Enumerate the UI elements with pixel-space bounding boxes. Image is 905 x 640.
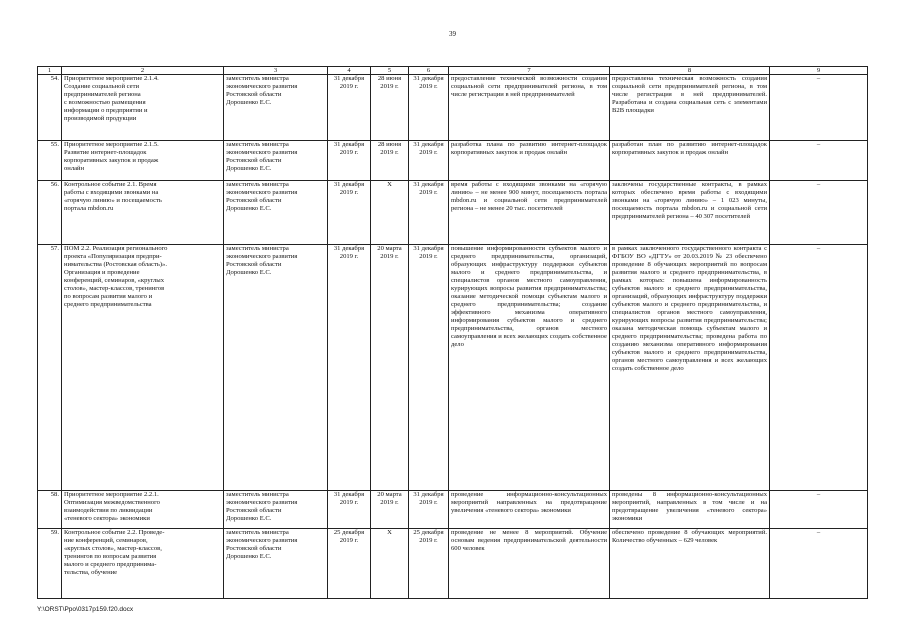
event-name-line: тренингов по вопросам развития: [64, 553, 157, 561]
row-number: 56.: [38, 181, 62, 245]
responsible-person-line: экономического развития: [226, 83, 298, 91]
responsible-person-line: заместитель министра: [226, 181, 289, 188]
row-number: 54.: [38, 75, 62, 141]
planned-date: 31 декабря 2019 г.: [328, 75, 371, 141]
responsible-person-line: заместитель министра: [226, 529, 289, 536]
responsible-person: [224, 181, 328, 245]
responsible-person-line: Дорошенко Е.С.: [226, 99, 272, 107]
row-number: 55.: [38, 141, 62, 181]
planned-date: 31 декабря 2019 г.: [328, 181, 371, 245]
expected-result: повышение информированности субъектов малого и среднего предпринимательства, организаций, образующих инфраструктуру поддержки субъектов малого и среднего предпринимательства, и специалистов органов местного самоуправления, курирующих вопросы развития предпринимательства; оказание методической помощи субъектам малого и среднего предпринимательства; создание эффективного механизма оперативного информирования субъектов малого и среднего предпринимательства, органов местного самоуправления и всех желающих создать собственное дело: [449, 245, 610, 491]
expected-result: проведение не менее 8 мероприятий. Обучение основам ведения предпринимательской деятельности 600 человек: [449, 529, 610, 599]
page-number: 39: [449, 30, 456, 38]
event-name-line: «горячую линию» и посещаемость: [64, 197, 162, 205]
column-header-6: 6: [409, 67, 449, 75]
end-date: 31 декабря 2019 г.: [409, 245, 449, 491]
event-name-line: по вопросам развития малого и: [64, 293, 153, 301]
note: –: [770, 75, 868, 141]
responsible-person-line: заместитель министра: [226, 141, 289, 148]
responsible-person-line: экономического развития: [226, 499, 298, 507]
column-header-9: 9: [770, 67, 868, 75]
row-number: 57.: [38, 245, 62, 491]
responsible-person-line: Ростовской области: [226, 545, 282, 553]
event-name: [62, 181, 224, 245]
column-header-4: 4: [328, 67, 371, 75]
event-name-line: портала mbdon.ru: [64, 205, 114, 213]
responsible-person-line: Дорошенко Е.С.: [226, 205, 272, 213]
event-name-line: предпринимателей региона: [64, 91, 141, 99]
table-row: [38, 245, 868, 491]
expected-result: время работы с входящими звонками на «горячую линию» – не менее 900 минут, посещаемость портала mbdon.ru и социальной сети предпринимателей региона – не менее 20 тыс. посетителей: [449, 181, 610, 245]
responsible-person-line: экономического развития: [226, 253, 298, 261]
footer-file-path: Y:\ORST\Ppo\0317p159.f20.docx: [37, 606, 134, 613]
report-table: [37, 66, 868, 599]
event-name-line: конференций, семинаров, «круглых: [64, 277, 165, 285]
start-date: Х: [371, 181, 409, 245]
event-name-line: корпоративных закупок и продаж: [64, 157, 159, 165]
column-header-5: 5: [371, 67, 409, 75]
event-name-line: Развитие интернет-площадок: [64, 149, 147, 157]
table-row: [38, 75, 868, 141]
end-date: 31 декабря 2019 г.: [409, 181, 449, 245]
event-name-line: производимой продукции: [64, 115, 137, 123]
note: –: [770, 181, 868, 245]
planned-date: 31 декабря 2019 г.: [328, 141, 371, 181]
event-name-line: нимательства (Ростовская область)».: [64, 261, 168, 269]
column-header-1: 1: [38, 67, 62, 75]
end-date: 31 декабря 2019 г.: [409, 141, 449, 181]
event-name-line: Приоритетное мероприятие 2.1.5.: [64, 141, 159, 148]
event-name-line: Приоритетное мероприятие 2.2.1.: [64, 491, 159, 498]
event-name-line: проекта «Популяризация предпри-: [64, 253, 162, 261]
event-name-line: Приоритетное мероприятие 2.1.4.: [64, 75, 159, 82]
event-name-line: среднего предпринимательства: [64, 301, 152, 309]
event-name-line: с возможностью размещения: [64, 99, 146, 107]
start-date: Х: [371, 529, 409, 599]
column-header-2: 2: [62, 67, 224, 75]
event-name-line: Организация и проведение: [64, 269, 140, 277]
event-name-line: информации о предприятии и: [64, 107, 148, 115]
event-name-line: онлайн: [64, 165, 85, 173]
planned-date: 31 декабря 2019 г.: [328, 491, 371, 529]
column-header-8: 8: [610, 67, 770, 75]
table-row: [38, 181, 868, 245]
responsible-person-line: экономического развития: [226, 189, 298, 197]
responsible-person-line: заместитель министра: [226, 245, 289, 252]
responsible-person-line: Дорошенко Е.С.: [226, 165, 272, 173]
row-number: 59.: [38, 529, 62, 599]
event-name-line: ПОМ 2.2. Реализация регионального: [64, 245, 168, 252]
table-row: [38, 491, 868, 529]
start-date: 20 марта 2019 г.: [371, 245, 409, 491]
event-name: [62, 141, 224, 181]
note: –: [770, 529, 868, 599]
responsible-person-line: Дорошенко Е.С.: [226, 269, 272, 277]
start-date: 28 июня 2019 г.: [371, 141, 409, 181]
responsible-person-line: экономического развития: [226, 537, 298, 545]
event-name-line: работы с входящими звонками на: [64, 189, 159, 197]
responsible-person: [224, 245, 328, 491]
table-body: [38, 75, 868, 599]
responsible-person-line: заместитель министра: [226, 75, 289, 82]
event-name: [62, 491, 224, 529]
responsible-person: [224, 141, 328, 181]
actual-result: предоставлена техническая возможность создания социальной сети предпринимателей региона, в том числе регистрация в ней предпринимателей. Разработана и создана социальная сеть с элементами B2B площадки: [610, 75, 770, 141]
event-name-line: Контрольное событие 2.1. Время: [64, 181, 157, 188]
actual-result: в рамках заключенного государственного контракта с ФГБОУ ВО «ДГТУ» от 20.03.2019 № 23 обеспечено проведение 8 обучающих мероприятий по вопросам развития малого и среднего предпринимательства, в рамках которых: повышена информированность субъектов малого и среднего предпринимательства, организаций, образующих инфраструктуру поддержки субъектов малого и среднего предпринимательства, и специалистов органов местного самоуправления, курирующих вопросы развития предпринимательства; оказана методическая помощь субъектам малого и среднего предпринимательства; проведена работа по созданию механизма оперативного информирования субъектов малого и среднего предпринимательства, органов местного самоуправления и всех желающих создать собственное дело: [610, 245, 770, 491]
responsible-person-line: Ростовской области: [226, 197, 282, 205]
responsible-person-line: Ростовской области: [226, 507, 282, 515]
note: –: [770, 141, 868, 181]
end-date: 31 декабря 2019 г.: [409, 491, 449, 529]
row-number: 58.: [38, 491, 62, 529]
note: –: [770, 491, 868, 529]
event-name-line: Создание социальной сети: [64, 83, 140, 91]
responsible-person-line: Дорошенко Е.С.: [226, 515, 272, 523]
responsible-person-line: Дорошенко Е.С.: [226, 553, 272, 561]
header-row: [38, 67, 868, 75]
responsible-person-line: Ростовской области: [226, 261, 282, 269]
actual-result: проведены 8 информационно-консультационных мероприятий, направленных в том числе и на предотвращение увеличения «теневого сектора» экономики: [610, 491, 770, 529]
planned-date: 31 декабря 2019 г.: [328, 245, 371, 491]
expected-result: предоставление технической возможности создания социальной сети предпринимателей региона, в том числе регистрации в ней предпринимателей: [449, 75, 610, 141]
responsible-person-line: Ростовской области: [226, 91, 282, 99]
planned-date: 25 декабря 2019 г.: [328, 529, 371, 599]
event-name-line: столов», мастер-классов, тренингов: [64, 285, 165, 293]
column-header-3: 3: [224, 67, 328, 75]
note: –: [770, 245, 868, 491]
table-row: [38, 141, 868, 181]
responsible-person-line: экономического развития: [226, 149, 298, 157]
responsible-person: [224, 529, 328, 599]
column-header-7: 7: [449, 67, 610, 75]
event-name-line: «теневого сектора» экономики: [64, 515, 150, 523]
end-date: 25 декабря 2019 г.: [409, 529, 449, 599]
actual-result: заключены государственные контракты, в рамках которых обеспечено время работы с входящими звонками на «горячую линию» – 1 023 минуты, посещаемость портала mbdon.ru и социальной сети предпринимателей региона – 40 307 посетителей: [610, 181, 770, 245]
event-name: [62, 529, 224, 599]
event-name-line: взаимодействия по ликвидации: [64, 507, 153, 515]
responsible-person-line: заместитель министра: [226, 491, 289, 498]
event-name: [62, 75, 224, 141]
actual-result: обеспечено проведение 8 обучающих мероприятий. Количество обученных – 629 человек: [610, 529, 770, 599]
event-name-line: тельства, обучение: [64, 569, 118, 577]
responsible-person: [224, 491, 328, 529]
actual-result: разработан план по развитию интернет-площадок корпоративных закупок и продаж онлайн: [610, 141, 770, 181]
expected-result: разработка плана по развитию интернет-площадок корпоративных закупок и продаж онлайн: [449, 141, 610, 181]
event-name: [62, 245, 224, 491]
table-row: [38, 529, 868, 599]
responsible-person: [224, 75, 328, 141]
expected-result: проведение информационно-консультационных мероприятий направленных на предотвращение увеличения «теневого сектора» экономики: [449, 491, 610, 529]
start-date: 20 марта 2019 г.: [371, 491, 409, 529]
responsible-person-line: Ростовской области: [226, 157, 282, 165]
start-date: 28 июня 2019 г.: [371, 75, 409, 141]
event-name-line: Контрольное событие 2.2. Проведе-: [64, 529, 165, 536]
event-name-line: «круглых столов», мастер-классов,: [64, 545, 162, 553]
event-name-line: малого и среднего предпринима-: [64, 561, 157, 569]
end-date: 31 декабря 2019 г.: [409, 75, 449, 141]
event-name-line: Оптимизация межведомственного: [64, 499, 160, 507]
event-name-line: ние конференций, семинаров,: [64, 537, 148, 545]
